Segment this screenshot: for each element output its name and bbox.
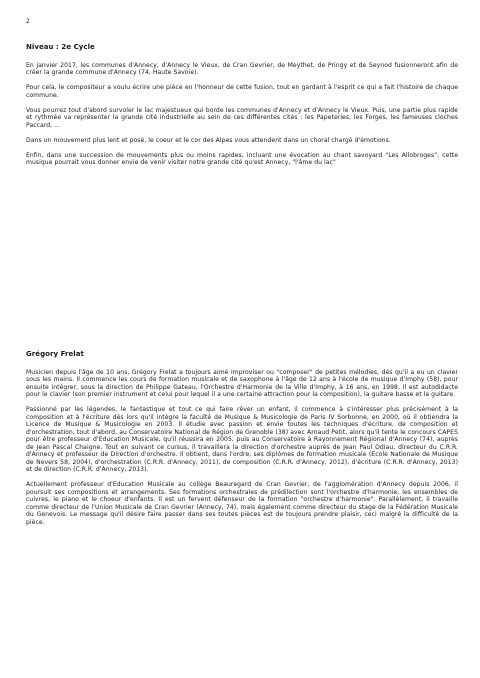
page-number: 2 bbox=[26, 18, 30, 25]
biography-section bbox=[26, 351, 458, 534]
paragraph: Pour cela, le compositeur a voulu écrire une pièce en l'honneur de cette fusion, tout en gardant à l'esprit ce qui a fait l'histoire de chaque commune. bbox=[26, 84, 458, 99]
level-heading: Niveau : 2e Cycle bbox=[26, 43, 95, 51]
paragraph: Actuellement professeur d'Education Musicale au collège Beauregard de Cran Gevrier, de l'agglomération d'Annecy depuis 2006, il poursuit ses compositions et arrangements. Ses formations orchestrales de prédilection sont l'orchestre d'harmonie, les ensembles de cuivres, le piano et le choeur d'enfants. Il est un fervent défenseur de la formation "orchestre d'harmonie". Parallèlement, il travaille comme directeur de l'Union Musicale de Cran Gevrier (Annecy, 74), mais également comme directeur du stage de la Fédération Musicale du Genevois. Le message qu'il désire faire passer dans ses toutes pièces est de toujours prendre plaisir, ceci malgré la difficulté de la pièce. bbox=[26, 481, 458, 526]
level-section bbox=[26, 44, 458, 174]
paragraph: Vous pourrez tout d'abord survoler le lac majestueux qui borde les communes d'Annecy et d'Annecy le Vieux. Puis, une partie plus rapide et rythmée va représenter la grande cité industrielle au sein de ces différentes cités : les Papeteries, les Forges, les fameuses cloches Paccard, ... bbox=[26, 106, 458, 129]
paragraph: En janvier 2017, les communes d'Annecy, d'Annecy le Vieux, de Cran Gevrier, de Meythet, de Pringy et de Seynod fusionneront afin de créer la grande commune d'Annecy (74, Haute Savoie). bbox=[26, 61, 458, 76]
paragraph: Enfin, dans une succession de mouvements plus ou moins rapides, incluant une évocation au chant savoyard "Les Allobroges", cette musique pourrait vous donner envie de venir visiter notre grande cité qu'est Annecy, "l'âme du lac" bbox=[26, 151, 458, 166]
biography-heading: Grégory Frelat bbox=[26, 350, 84, 358]
paragraph: Dans un mouvement plus lent et posé, le coeur et le cor des Alpes vous attendent dans un choral chargé d'émotions. bbox=[26, 136, 391, 144]
paragraph: Musicien depuis l'âge de 10 ans, Grégory Frelat a toujours aimé improviser ou "composer" de petites mélodies, dès qu'il a eu un clavier sous les mains. Il commence les cours de formation musicale et de saxophone à l'âge de 12 ans à l'école de musique d'Imphy (58), pour ensuite intégrer, sous la direction de Philippe Gateau, l'Orchestre d'Harmonie de la Ville d'Imphy, à 16 ans, en 1998. Il est autodidacte pour le clavier (son premier instrument et celui pour lequel il a une certaine attraction pour la composition), la guitare basse et la guitare. bbox=[26, 368, 458, 398]
paragraph: Passionné par les légendes, le fantastique et tout ce qui faire rêver un enfant, il commence à s'intéresser plus précisément à la composition et à l'écriture dès lors qu'il intègre la faculté de Musique & Musicologie de Paris IV Sorbonne, en 2000, où il obtiendra la Licence de Musique & Musicologie en 2003. Il étudie avec passion et envie toutes les techniques d'écriture, de composition et d'orchestration, tout d'abord, au Conservatoire National de Région de Grenoble (38) avec Arnaud Petit, alors qu'il tente le concours CAPES pour être professeur d'Education Musicale, qu'il réussira en 2005, puis au Conservatoire à Rayonnement Régional d'Annecy (74), auprès de Jean Pascal Chaigne. Tout en suivant ce cursus, il travaillera la direction d'orchestre auprès de Jean Paul Odiau, directeur du C.R.R. d'Annecy et professeur de Direction d'orchestre. Il obtient, dans l'ordre, ses diplômes de formation musicale (Ecole Nationale de Musique de Nevers 58, 2004), d'orchestration (C.R.R. d'Annecy, 2011), de composition (C.R.R. d'Annecy, 2012), d'écriture (C.R.R. d'Annecy, 2013) et de direction (C.R.R. d'Annecy, 2013). bbox=[26, 406, 458, 473]
